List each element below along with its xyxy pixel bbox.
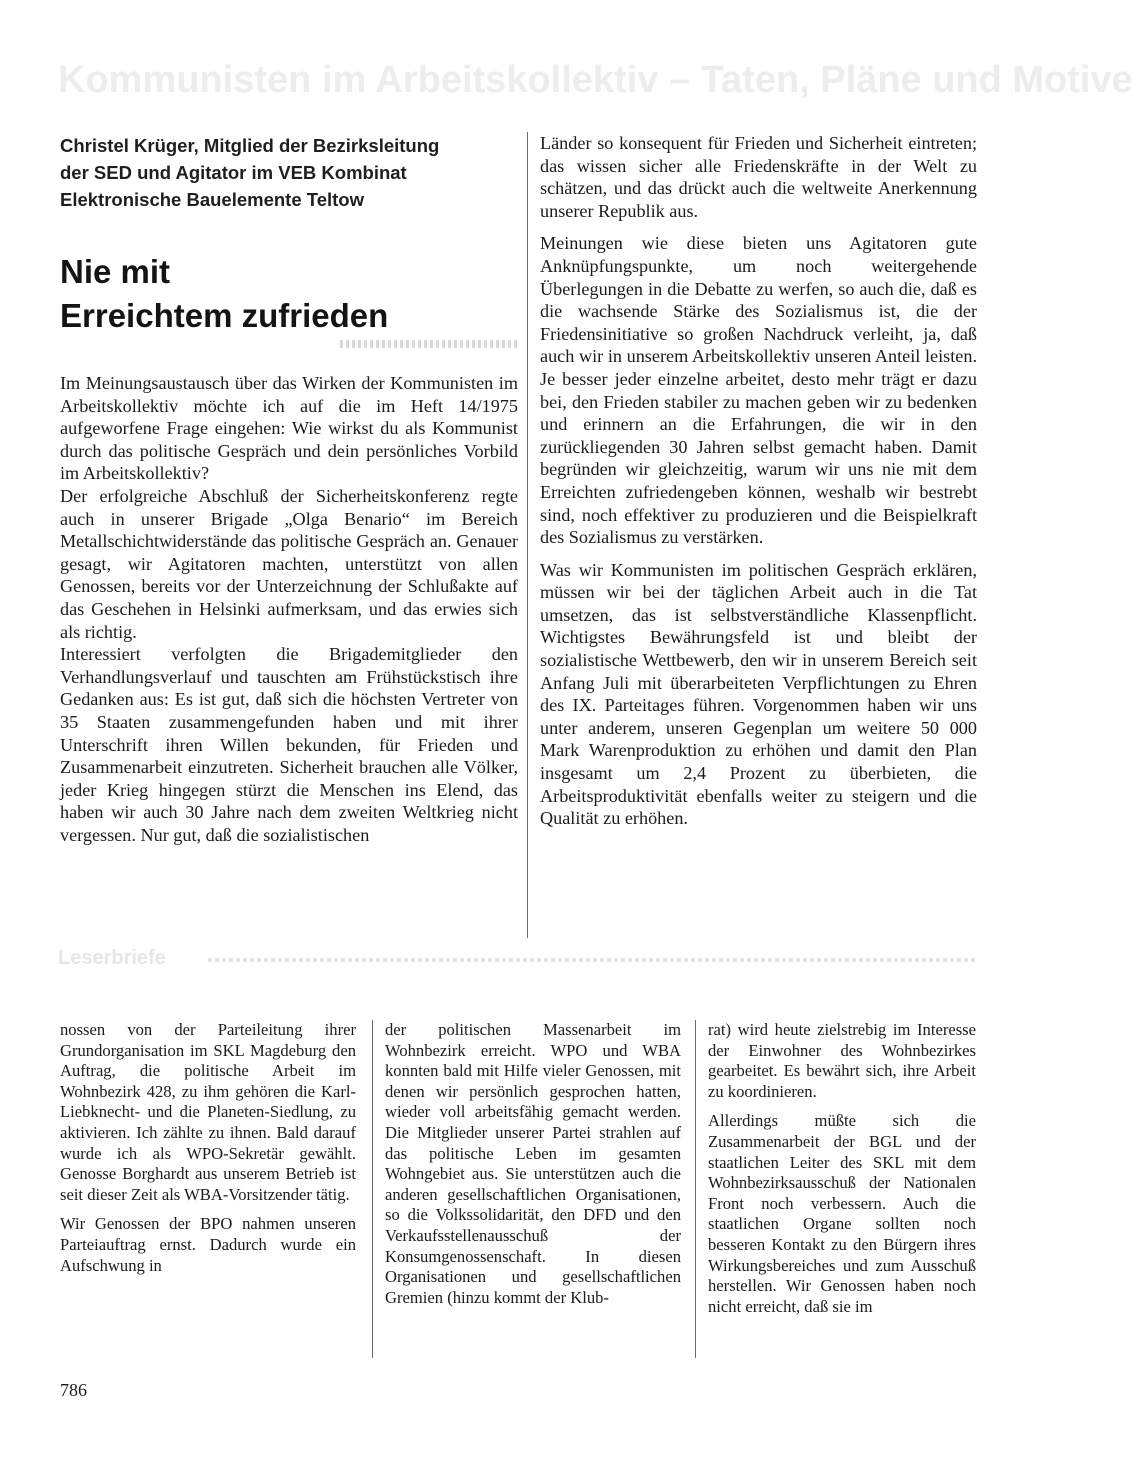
paragraph: Wir Genossen der BPO nahmen unseren Parteiauftrag ernst. Dadurch wurde ein Aufschwung in	[60, 1214, 356, 1275]
paragraph: der politischen Massenarbeit im Wohnbezirk erreicht. WPO und WBA konnten bald mit Hilfe vieler Genossen, mit denen wir persönlich gesprochen hatten, wieder voll arbeitsfähig gemacht werden. Die Mitglieder unserer Partei strahlen auf das politische Leben im gesamten Wohngebiet aus. Sie unterstützen auch die anderen gesellschaftlichen Organisationen, so die Volkssolidarität, den DFD und den Verkaufsstellenausschuß der Konsumgenossenschaft. In diesen Organisationen und gesellschaftlichen Gremien (hinzu kommt der Klub-	[385, 1020, 681, 1307]
author-byline	[60, 132, 500, 213]
section-header	[58, 944, 978, 974]
paragraph: Im Meinungsaustausch über das Wirken der Kommunisten im Arbeitskollektiv möchte ich auf die im Heft 14/1975 aufgeworfene Frage eingehen: Wie wirkst du als Kommunist durch das politische Gespräch und dein persönliches Vorbild im Arbeitskollektiv?	[60, 373, 518, 484]
page-number: 786	[60, 1380, 87, 1400]
paragraph: Länder so konsequent für Frieden und Sicherheit eintreten; das wissen sicher alle Friedenskräfte in der Welt zu schätzen, und das drückt auch die weltweite Anerkennung unserer Republik aus.	[540, 133, 977, 221]
right-text-column	[540, 132, 977, 830]
letters-column-2	[385, 1020, 681, 1308]
headline-divider	[340, 340, 520, 348]
byline-line: der SED und Agitator im VEB Kombinat	[60, 162, 407, 183]
paragraph: Was wir Kommunisten im politischen Gespräch erklären, müssen wir bei der täglichen Arbeit auch in die Tat umsetzen, das ist selbstverständliche Klassenpflicht. Wichtigstes Bewährungsfeld ist und bleibt der sozialistische Wettbewerb, den wir in unserem Bereich seit Anfang Juli mit überarbeiteten Verpflichtungen zu Ehren des IX. Parteitages führen. Vorgenommen haben wir uns unter anderem, unseren Gegenplan um weitere 50 000 Mark Warenproduktion zu erhöhen und damit den Plan insgesamt um 2,4 Prozent zu überbieten, die Arbeitsproduktivität ebenfalls weiter zu steigern und die Qualität zu erhöhen.	[540, 559, 977, 829]
paragraph: Meinungen wie diese bieten uns Agitatoren gute Anknüpfungspunkte, um noch weitergehende Überlegungen in die Debatte zu werfen, so auch die, daß es die wachsende Stärke des Sozialismus ist, die der Friedensinitiative so großen Nachdruck verleiht, ja, daß auch wir in unserem Arbeitskollektiv unseren Anteil leisten. Je besser jeder einzelne arbeitet, desto mehr trägt er dazu bei, den Frieden stabiler zu machen geben wir zu bedenken und erinnern an die Erfahrungen, die wir in den zurückliegenden 30 Jahren selbst gemacht haben. Damit begründen wir gleichzeitig, warum wir uns nie mit dem Erreichten zufriedengeben können, weshalb wir bestrebt sind, noch effektiver zu produzieren und die Beispielkraft des Sozialismus zu verstärken.	[540, 233, 977, 548]
article-headline	[60, 250, 520, 338]
left-text-column	[60, 372, 518, 846]
running-head: Kommunisten im Arbeitskollektiv – Taten, Pläne und Motive	[58, 59, 1133, 101]
byline-line: Elektronische Bauelemente Teltow	[60, 189, 364, 210]
headline-line: Nie mit	[60, 253, 171, 290]
paragraph: Allerdings müßte sich die Zusammenarbeit der BGL und der staatlichen Leiter des SKL mit dem Wohnbezirksausschuß der Nationalen Front noch verbessern. Auch die staatlichen Organe sollten noch besseren Kontakt zu den Bürgern ihres Wirkungsbereiches und zum Ausschuß herstellen. Wir Genossen haben noch nicht erreicht, daß sie im	[708, 1111, 976, 1316]
column-divider	[695, 1020, 696, 1358]
paragraph: rat) wird heute zielstrebig im Interesse der Einwohner des Wohnbezirkes gearbeitet. Es bewährt sich, ihre Arbeit zu koordinieren.	[708, 1020, 976, 1101]
letters-column-1	[60, 1020, 356, 1276]
paragraph: Der erfolgreiche Abschluß der Sicherheitskonferenz regte auch in unserer Brigade „Olga Benario“ im Bereich Metallschichtwiderstände das politische Gespräch an. Genauer gesagt, wir Agitatoren machten, unterstützt von allen Genossen, bereits vor der Unterzeichnung der Schlußakte auf das Geschehen in Helsinki aufmerksam, und das erwies sich als richtig.	[60, 485, 518, 642]
column-divider	[372, 1020, 373, 1358]
column-divider	[527, 132, 528, 938]
section-divider	[208, 958, 978, 962]
paragraph: nossen von der Parteileitung ihrer Grundorganisation im SKL Magdeburg den Auftrag, die politische Arbeit im Wohnbezirk 428, zu ihm gehören die Karl-Liebknecht- und die Planeten-Siedlung, zu aktivieren. Ich zählte zu ihnen. Bald darauf wurde ich als WPO-Sekretär gewählt. Genosse Borghardt aus unserem Betrieb ist seit dieser Zeit als WBA-Vorsitzender tätig.	[60, 1020, 356, 1204]
headline-line: Erreichtem zufrieden	[60, 297, 389, 334]
paragraph: Interessiert verfolgten die Brigademitglieder den Verhandlungsverlauf und tauschten am Frühstückstisch ihre Gedanken aus: Es ist gut, daß sich die höchsten Vertreter von 35 Staaten zusammengefunden haben und mit ihrer Unterschrift ihren Willen bekunden, für Frieden und Zusammenarbeit einzutreten. Sicherheit brauchen alle Völker, jeder Krieg hingegen stürzt die Menschen ins Elend, das haben wir auch 30 Jahre nach dem zweiten Weltkrieg nicht vergessen. Nur gut, daß die sozialistischen	[60, 644, 518, 845]
letters-column-3	[708, 1020, 976, 1317]
section-title: Leserbriefe	[58, 947, 166, 969]
byline-line: Christel Krüger, Mitglied der Bezirksleitung	[60, 135, 440, 156]
